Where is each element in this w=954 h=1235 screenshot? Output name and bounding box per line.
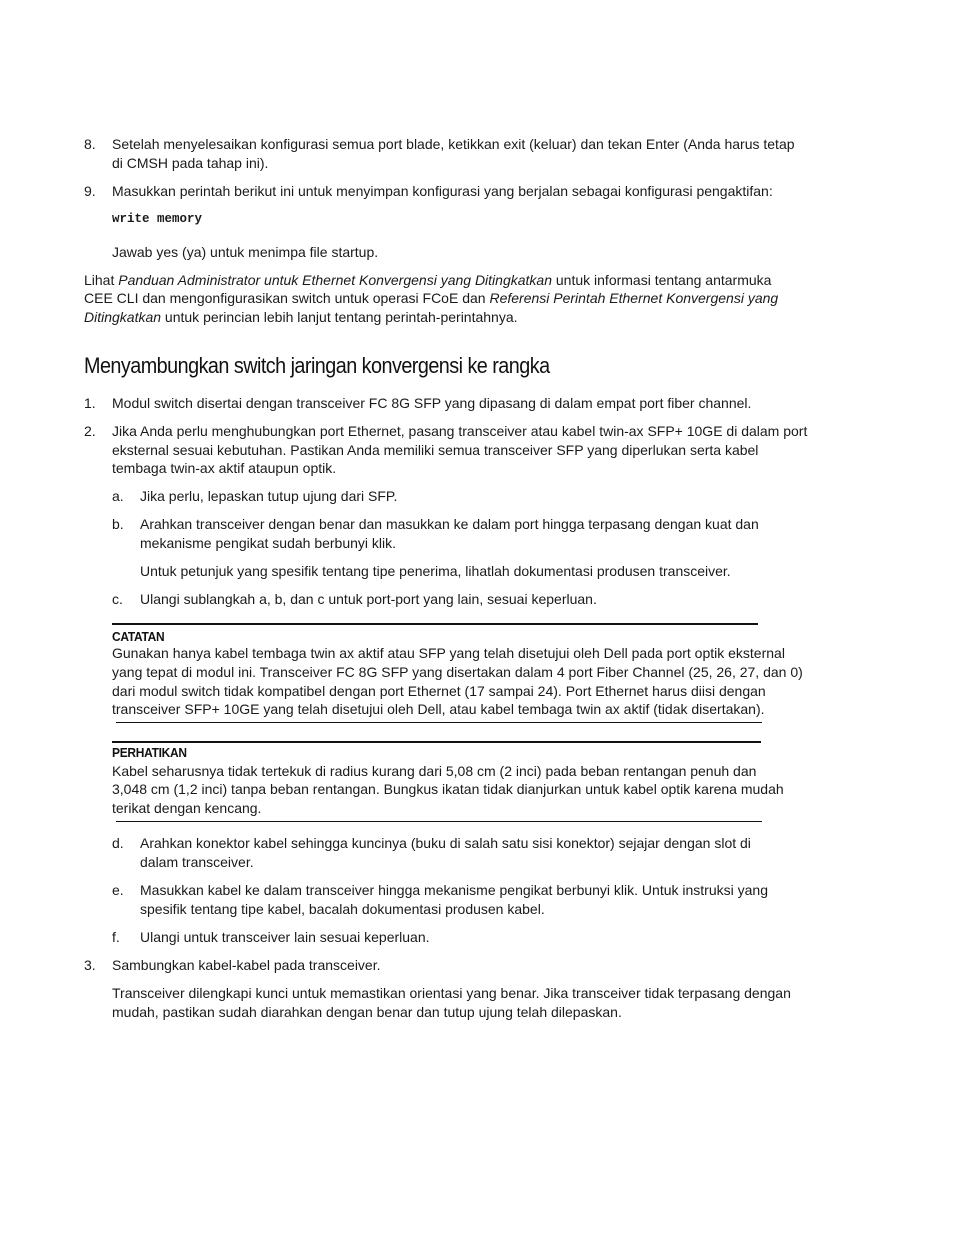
note-top-rule	[112, 623, 758, 625]
step-9-answer	[112, 243, 378, 262]
caution-line-2: 3,048 cm (1,2 inci) tanpa beban rentangan. Bungkus ikatan tidak dianjurkan untuk kabel optik karena mudah	[112, 781, 784, 797]
substep-e-line-1: Masukkan kabel ke dalam transceiver hingga mekanisme pengikat berbunyi klik. Untuk instruksi yang	[140, 882, 768, 898]
step-3-para-line-2: mudah, pastikan sudah diarahkan dengan benar dan tutup ujung telah dilepaskan.	[112, 1004, 622, 1020]
step-number-9: 9.	[84, 183, 96, 199]
note-line-2: yang tepat di modul ini. Transceiver FC 8G SFP yang disertakan dalam 4 port Fiber Channel (25, 26, 27, dan 0)	[112, 664, 803, 680]
see-also-line-3	[84, 308, 518, 327]
command-reference-title-end: Ditingkatkan	[84, 309, 162, 325]
caution-top-rule	[112, 741, 761, 743]
note-line-4: transceiver SFP+ 10GE yang telah disetujui oleh Dell, atau kabel tembaga twin ax aktif (tidak disertakan).	[112, 701, 765, 717]
step-1-text: Modul switch disertai dengan transceiver FC 8G SFP yang dipasang di dalam empat port fiber channel.	[112, 395, 752, 411]
answer-pre: Jawab	[112, 244, 157, 260]
step-8-text-pre: Setelah menyelesaikan konfigurasi semua port blade, ketikkan	[112, 136, 504, 152]
see-also-post: untuk informasi tentang antarmuka	[552, 272, 772, 288]
answer-post: (ya) untuk menimpa file startup.	[178, 244, 379, 260]
note-line-1: Gunakan hanya kabel tembaga twin ax aktif atau SFP yang telah disetujui oleh Dell pada port optik eksternal	[112, 645, 785, 661]
substep-label-d: d.	[112, 835, 124, 851]
step-8-line-2: di CMSH pada tahap ini).	[112, 155, 269, 171]
caution-bottom-rule	[116, 821, 762, 822]
step-number-3: 3.	[84, 957, 96, 973]
see-also-line-1	[84, 271, 771, 290]
step-number-1: 1.	[84, 395, 96, 411]
step-3-text: Sambungkan kabel-kabel pada transceiver.	[112, 957, 381, 973]
see-also-l2-pre: CEE CLI dan mengonfigurasikan switch untuk operasi FCoE dan	[84, 290, 490, 306]
see-also-line-2	[84, 289, 778, 308]
substep-c-text: Ulangi sublangkah a, b, dan c untuk port-port yang lain, sesuai keperluan.	[140, 591, 597, 607]
step-number-8: 8.	[84, 136, 96, 152]
substep-label-e: e.	[112, 882, 124, 898]
substep-label-a: a.	[112, 488, 124, 504]
substep-f-text: Ulangi untuk transceiver lain sesuai keperluan.	[140, 929, 430, 945]
substep-a-text: Jika perlu, lepaskan tutup ujung dari SFP.	[140, 488, 398, 504]
yes-command: yes	[156, 244, 179, 260]
exit-command: exit	[503, 136, 526, 152]
caution-title: PERHATIKAN	[112, 745, 187, 760]
substep-label-b: b.	[112, 516, 124, 532]
step-8-line-1	[112, 135, 795, 154]
substep-e-line-2: spesifik tentang tipe kabel, bacalah dokumentasi produsen kabel.	[140, 901, 545, 917]
step-2-line-2: eksternal sesuai kebutuhan. Pastikan Anda memiliki semua transceiver SFP yang diperlukan serta kabel	[112, 442, 759, 458]
substep-d-line-2: dalam transceiver.	[140, 854, 254, 870]
step-8-text-post: (keluar) dan tekan Enter (Anda harus tetap	[525, 136, 795, 152]
see-also-pre: Lihat	[84, 272, 119, 288]
note-line-3: dari modul switch tidak kompatibel dengan port Ethernet (17 sampai 24). Port Ethernet harus diisi dengan	[112, 683, 766, 699]
section-heading: Menyambungkan switch jaringan konvergensi ke rangka	[84, 353, 550, 378]
write-memory-code: write memory	[112, 212, 203, 226]
substep-b-line-1: Arahkan transceiver dengan benar dan masukkan ke dalam port hingga terpasang dengan kuat dan	[140, 516, 759, 532]
caution-line-1: Kabel seharusnya tidak tertekuk di radius kurang dari 5,08 cm (2 inci) pada beban rentangan penuh dan	[112, 763, 757, 779]
substep-b-extra: Untuk petunjuk yang spesifik tentang tipe penerima, lihatlah dokumentasi produsen transceiver.	[140, 563, 731, 579]
admin-guide-title: Panduan Administrator untuk Ethernet Konvergensi yang Ditingkatkan	[118, 272, 552, 288]
step-2-line-1: Jika Anda perlu menghubungkan port Ethernet, pasang transceiver atau kabel twin-ax SFP+ 10GE di dalam port	[112, 423, 808, 439]
see-also-l3-post: untuk perincian lebih lanjut tentang perintah-perintahnya.	[161, 309, 518, 325]
step-2-line-3: tembaga twin-ax aktif ataupun optik.	[112, 460, 337, 476]
substep-b-line-2: mekanisme pengikat sudah berbunyi klik.	[140, 535, 397, 551]
step-3-para-line-1: Transceiver dilengkapi kunci untuk memastikan orientasi yang benar. Jika transceiver tidak terpasang dengan	[112, 985, 791, 1001]
caution-line-3: terikat dengan kencang.	[112, 800, 262, 816]
command-reference-title: Referensi Perintah Ethernet Konvergensi yang	[489, 290, 779, 306]
note-title: CATATAN	[112, 629, 165, 644]
step-9-text: Masukkan perintah berikut ini untuk menyimpan konfigurasi yang berjalan sebagai konfigurasi pengaktifan:	[112, 183, 773, 199]
substep-label-c: c.	[112, 591, 123, 607]
step-number-2: 2.	[84, 423, 96, 439]
substep-d-line-1: Arahkan konektor kabel sehingga kuncinya (buku di salah satu sisi konektor) sejajar dengan slot di	[140, 835, 751, 851]
substep-label-f: f.	[112, 929, 120, 945]
note-bottom-rule	[116, 722, 762, 723]
